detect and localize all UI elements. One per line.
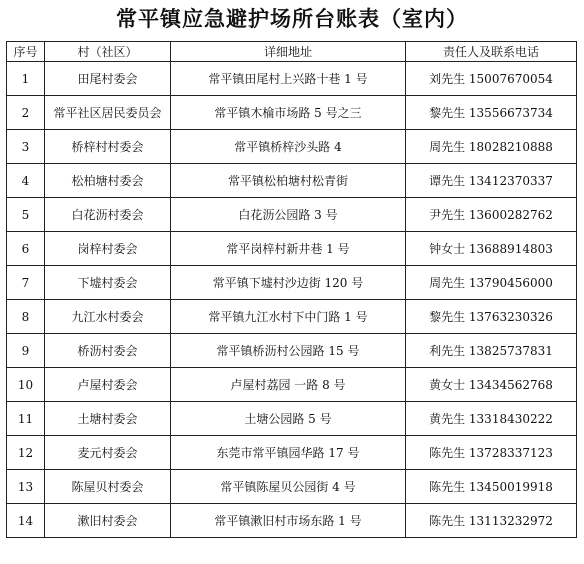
cell-contact: 钟女士 13688914803 xyxy=(406,232,577,266)
table-row xyxy=(7,436,577,470)
table-row xyxy=(7,368,577,402)
cell-contact: 尹先生 13600282762 xyxy=(406,198,577,232)
cell-no: 12 xyxy=(7,436,45,470)
cell-contact: 利先生 13825737831 xyxy=(406,334,577,368)
table-row xyxy=(7,402,577,436)
cell-no: 8 xyxy=(7,300,45,334)
cell-address: 卢屋村荔园 一路 8 号 xyxy=(171,368,406,402)
cell-village: 松柏塘村委会 xyxy=(45,164,171,198)
header-no: 序号 xyxy=(7,42,45,62)
cell-village: 漱旧村委会 xyxy=(45,504,171,538)
table-row xyxy=(7,164,577,198)
cell-address: 土塘公园路 5 号 xyxy=(171,402,406,436)
cell-no: 1 xyxy=(7,62,45,96)
table-row xyxy=(7,504,577,538)
table-body xyxy=(7,62,577,538)
cell-no: 4 xyxy=(7,164,45,198)
cell-address: 常平镇陈屋贝公园街 4 号 xyxy=(171,470,406,504)
cell-contact: 谭先生 13412370337 xyxy=(406,164,577,198)
cell-village: 桥梓村村委会 xyxy=(45,130,171,164)
table-row xyxy=(7,334,577,368)
table-row xyxy=(7,232,577,266)
cell-address: 白花沥公园路 3 号 xyxy=(171,198,406,232)
cell-village: 田尾村委会 xyxy=(45,62,171,96)
cell-address: 常平镇松柏塘村松青街 xyxy=(171,164,406,198)
cell-village: 下墟村委会 xyxy=(45,266,171,300)
cell-address: 常平镇桥沥村公园路 15 号 xyxy=(171,334,406,368)
cell-contact: 陈先生 13450019918 xyxy=(406,470,577,504)
cell-no: 6 xyxy=(7,232,45,266)
cell-contact: 周先生 18028210888 xyxy=(406,130,577,164)
cell-village: 麦元村委会 xyxy=(45,436,171,470)
cell-village: 白花沥村委会 xyxy=(45,198,171,232)
cell-address: 常平镇田尾村上兴路十巷 1 号 xyxy=(171,62,406,96)
cell-no: 5 xyxy=(7,198,45,232)
cell-village: 桥沥村委会 xyxy=(45,334,171,368)
cell-contact: 刘先生 15007670054 xyxy=(406,62,577,96)
cell-no: 13 xyxy=(7,470,45,504)
cell-contact: 黄先生 13318430222 xyxy=(406,402,577,436)
cell-address: 常平镇漱旧村市场东路 1 号 xyxy=(171,504,406,538)
cell-no: 10 xyxy=(7,368,45,402)
cell-address: 常平镇下墟村沙边街 120 号 xyxy=(171,266,406,300)
cell-contact: 周先生 13790456000 xyxy=(406,266,577,300)
cell-address: 常平镇木棆市场路 5 号之三 xyxy=(171,96,406,130)
table-row xyxy=(7,300,577,334)
cell-village: 陈屋贝村委会 xyxy=(45,470,171,504)
cell-address: 常平岗梓村新井巷 1 号 xyxy=(171,232,406,266)
cell-no: 9 xyxy=(7,334,45,368)
cell-contact: 黎先生 13763230326 xyxy=(406,300,577,334)
table-row xyxy=(7,266,577,300)
cell-address: 常平镇桥梓沙头路 4 xyxy=(171,130,406,164)
cell-address: 东莞市常平镇园华路 17 号 xyxy=(171,436,406,470)
table-row xyxy=(7,130,577,164)
page-title: 常平镇应急避护场所台账表（室内） xyxy=(116,7,468,31)
cell-no: 3 xyxy=(7,130,45,164)
cell-address: 常平镇九江水村下中门路 1 号 xyxy=(171,300,406,334)
shelter-ledger-table xyxy=(6,41,577,538)
cell-contact: 陈先生 13728337123 xyxy=(406,436,577,470)
cell-village: 九江水村委会 xyxy=(45,300,171,334)
table-row xyxy=(7,96,577,130)
cell-village: 卢屋村委会 xyxy=(45,368,171,402)
table-row xyxy=(7,198,577,232)
cell-contact: 黎先生 13556673734 xyxy=(406,96,577,130)
cell-contact: 黄女士 13434562768 xyxy=(406,368,577,402)
cell-no: 14 xyxy=(7,504,45,538)
cell-village: 岗梓村委会 xyxy=(45,232,171,266)
table-header-row xyxy=(7,42,577,62)
cell-village: 土塘村委会 xyxy=(45,402,171,436)
cell-no: 7 xyxy=(7,266,45,300)
table-row xyxy=(7,62,577,96)
cell-village: 常平社区居民委员会 xyxy=(45,96,171,130)
cell-contact: 陈先生 13113232972 xyxy=(406,504,577,538)
cell-no: 2 xyxy=(7,96,45,130)
header-contact: 责任人及联系电话 xyxy=(406,42,577,62)
header-address: 详细地址 xyxy=(171,42,406,62)
header-village: 村（社区） xyxy=(45,42,171,62)
cell-no: 11 xyxy=(7,402,45,436)
table-row xyxy=(7,470,577,504)
